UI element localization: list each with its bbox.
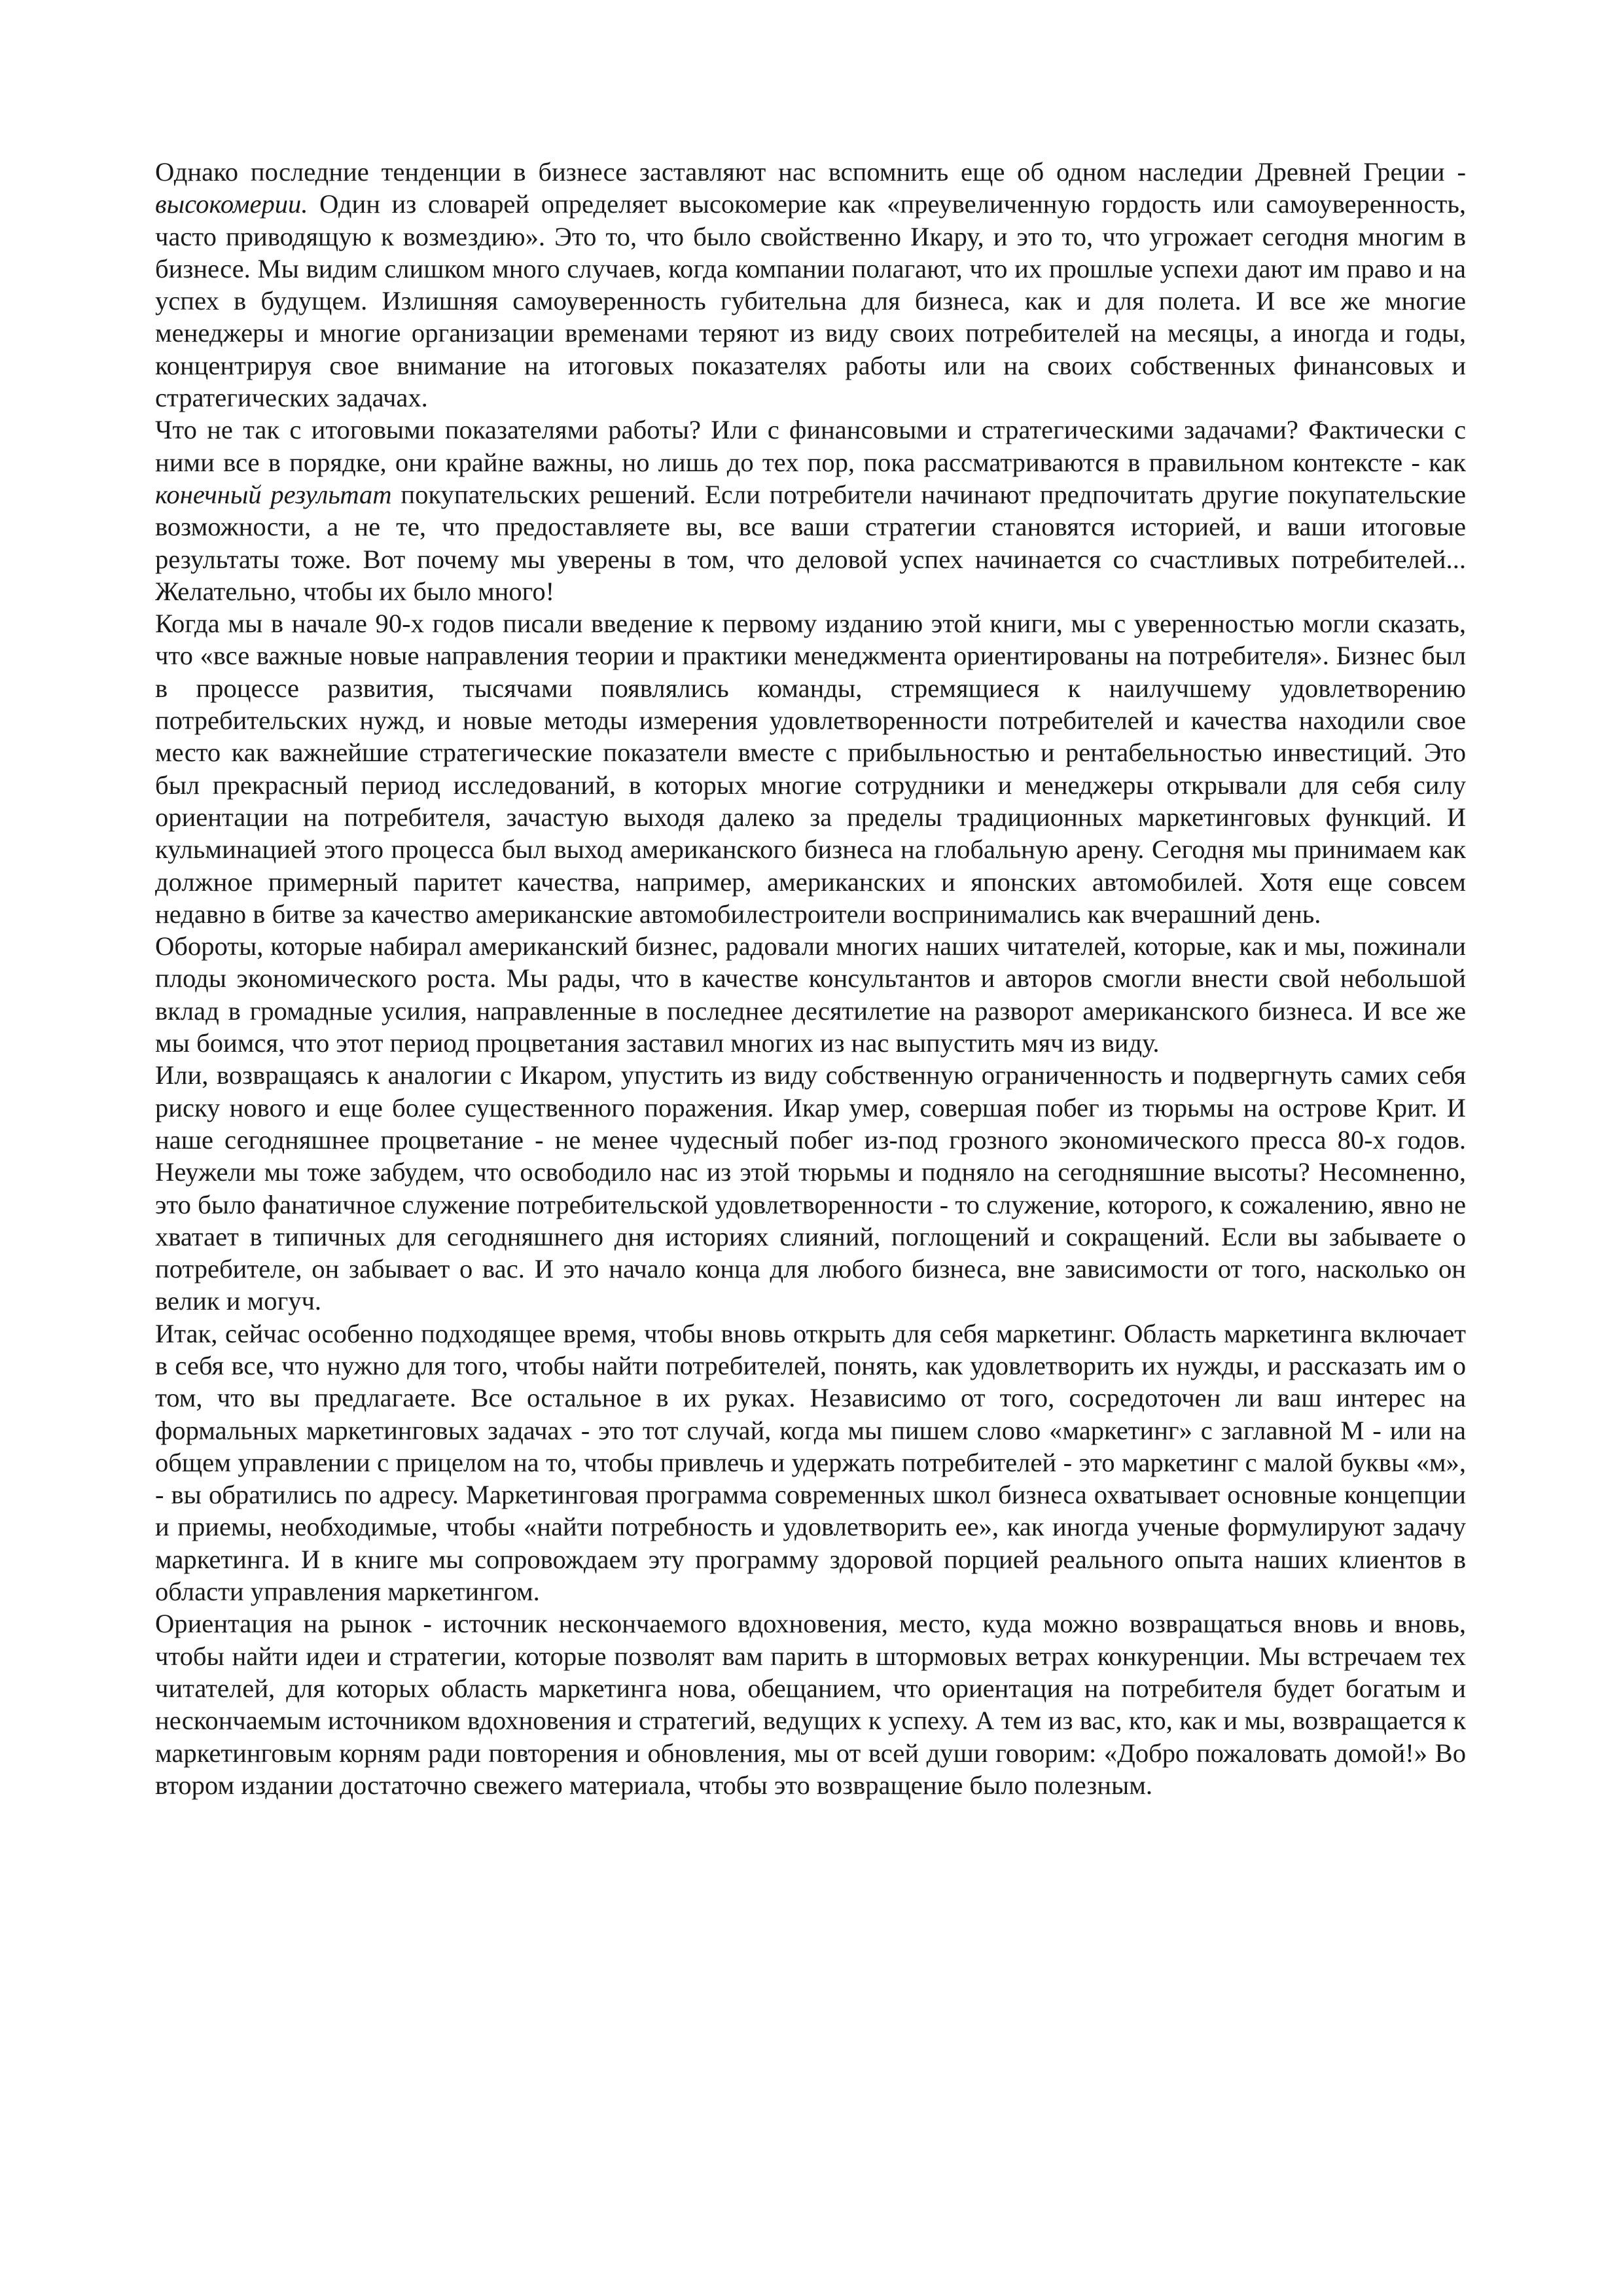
document-page	[155, 156, 1466, 1801]
paragraph-market-orientation: Ориентация на рынок - источник нескончаемого вдохновения, место, куда можно возвращаться вновь и вновь, чтобы найти идеи и стратегии, которые позволят вам парить в штормовых ветрах конкуренции. Мы встречаем тех читателей, для которых область маркетинга нова, обещанием, что ориентация на потребителя будет богатым и нескончаемым источником вдохновения и стратегий, ведущих к успеху. А тем из вас, кто, как и мы, возвращается к маркетинговым корням ради повторения и обновления, мы от всей души говорим: «Добро пожаловать домой!» Во втором издании достаточно свежего материала, чтобы это возвращение было полезным.	[155, 1609, 1466, 1800]
paragraph-rediscover-marketing: Итак, сейчас особенно подходящее время, чтобы вновь открыть для себя маркетинг. Область маркетинга включает в себя все, что нужно для того, чтобы найти потребителей, понять, как удовлетворить их нужды, и рассказать им о том, что вы предлагаете. Все остальное в их руках. Независимо от того, сосредоточен ли ваш интерес на формальных маркетинговых задачах - это тот случай, когда мы пишем слово «маркетинг» с заглавной М - или на общем управлении с прицелом на то, чтобы привлечь и удержать потребителей - это маркетинг с малой буквы «м», - вы обратились по адресу. Маркетинговая программа современных школ бизнеса охватывает основные концепции и приемы, необходимые, чтобы «найти потребность и удовлетворить ее», как иногда ученые формулируют задачу маркетинга. И в книге мы сопровождаем эту программу здоровой порцией реального опыта наших клиентов в области управления маркетингом.	[155, 1318, 1466, 1607]
paragraph-business-growth: Обороты, которые набирал американский бизнес, радовали многих наших читателей, которые, как и мы, пожинали плоды экономического роста. Мы рады, что в качестве консультантов и авторов смогли внести свой небольшой вклад в громадные усилия, направленные в последнее десятилетие на разворот американского бизнеса. И все же мы боимся, что этот период процветания заставил многих из нас выпустить мяч из виду.	[155, 931, 1466, 1058]
paragraph-bottom-line	[155, 414, 1466, 607]
paragraph-hubris-text-end: Один из словарей определяет высокомерие как «преувеличенную гордость или самоуверенность, часто приводящую к возмездию». Это то, что было свойственно Икару, и это то, что угрожает сегодня многим в бизнесе. Мы видим слишком много случаев, когда компании полагают, что их прошлые успехи дают им право и на успех в будущем. Излишняя самоуверенность губительна для бизнеса, как и для полета. И все же многие менеджеры и многие организации временами теряют из виду своих потребителей на месяцы, а иногда и годы, концентрируя свое внимание на итоговых показателях работы или на своих собственных финансовых и стратегических задачах.	[155, 189, 1466, 413]
emphasis-hubris: высокомерии.	[155, 189, 308, 219]
paragraph-hubris	[155, 156, 1466, 414]
paragraph-bottom-line-text-end: покупательских решений. Если потребители начинают предпочитать другие покупательские возможности, а не те, что предоставляете вы, все ваши стратегии становятся историей, и ваши итоговые результаты тоже. Вот почему мы уверены в том, что деловой успех начинается со счастливых потребителей... Желательно, чтобы их было много!	[155, 479, 1466, 606]
paragraph-bottom-line-text-start: Что не так с итоговыми показателями работы? Или с финансовыми и стратегическими задачами? Фактически с ними все в порядке, они крайне важны, но лишь до тех пор, пока рассматриваются в правильном контексте - как	[155, 415, 1466, 477]
paragraph-icarus-analogy: Или, возвращаясь к аналогии с Икаром, упустить из виду собственную ограниченность и подвергнуть самих себя риску нового и еще более существенного поражения. Икар умер, совершая побег из тюрьмы на острове Крит. И наше сегодняшнее процветание - не менее чудесный побег из-под грозного экономического пресса 80-х годов. Неужели мы тоже забудем, что освободило нас из этой тюрьмы и подняло на сегодняшние высоты? Несомненно, это было фанатичное служение потребительской удовлетворенности - то служение, которого, к сожалению, явно не хватает в типичных для сегодняшнего дня историях слияний, поглощений и сокращений. Если вы забываете о потребителе, он забывает о вас. И это начало конца для любого бизнеса, вне зависимости от того, насколько он велик и могуч.	[155, 1060, 1466, 1316]
paragraph-first-edition: Когда мы в начале 90-х годов писали введение к первому изданию этой книги, мы с уверенностью могли сказать, что «все важные новые направления теории и практики менеджмента ориентированы на потребителя». Бизнес был в процессе развития, тысячами появлялись команды, стремящиеся к наилучшему удовлетворению потребительских нужд, и новые методы измерения удовлетворенности потребителей и качества находили свое место как важнейшие стратегические показатели вместе с прибыльностью и рентабельностью инвестиций. Это был прекрасный период исследований, в которых многие сотрудники и менеджеры открывали для себя силу ориентации на потребителя, зачастую выходя далеко за пределы традиционных маркетинговых функций. И кульминацией этого процесса был выход американского бизнеса на глобальную арену. Сегодня мы принимаем как должное примерный паритет качества, например, американских и японских автомобилей. Хотя еще совсем недавно в битве за качество американские автомобилестроители воспринимались как вчерашний день.	[155, 609, 1466, 929]
paragraph-hubris-text-start: Однако последние тенденции в бизнесе заставляют нас вспомнить еще об одном наследии Древней Греции -	[155, 157, 1466, 187]
emphasis-final-result: конечный результат	[155, 479, 392, 509]
